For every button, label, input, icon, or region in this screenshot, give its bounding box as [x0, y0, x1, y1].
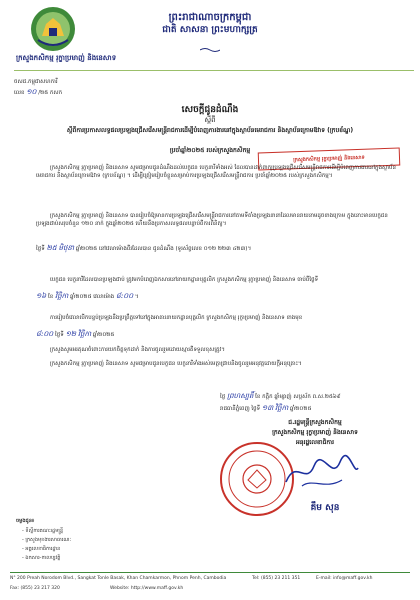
- paragraph-6: ក្រសួងកសិកម្ម រុក្ខាប្រមាញ់ និងនេសាទ សូមជម្រាបជូនបេក្ខជន បេក្ខនារីទាំងអស់មេត្តាជ្រាបនិងចូលរួមអនុវត្តដោយក្ដីអនុគ្រោះ។: [50, 361, 302, 367]
- paragraph-2-date: [36, 244, 396, 253]
- p3-time: ៨:០០: [115, 292, 134, 300]
- greg-label: រាជធានីភ្នំពេញ ថ្ងៃទី: [220, 406, 261, 412]
- p3-month-label: ខែ: [48, 294, 54, 300]
- footer-phone: Tel: (855) 23 211 351: [252, 576, 301, 581]
- number-label: លេខ: [14, 90, 25, 96]
- received-stamp: ក្រសួងកសិកម្ម រុក្ខាប្រមាញ់ និងនេសាទ: [258, 148, 401, 171]
- ministry-seal-logo: [30, 6, 76, 52]
- footer-separator: [10, 572, 410, 573]
- paragraph-2: ក្រសួងកសិកម្ម រុក្ខាប្រមាញ់ និងនេសាទ បានរៀបចំឱ្យមានការប្រឡងជ្រើសរើសមន្ត្រីរាជការនៅតាមទីតាំងប្រឡងនានាដែលមានរាយនាមដូចខាងក្រោម ក្នុងនោះមានបេក្ខជនប្រឡងជាប់សរុបចំនួន ១២០ នាក់ ក្នុងឆ្នាំ២០២៥ ហើយនឹងប្រកាសលទ្ធផលបន្ទាប់ពីការពិនិត្យ។: [36, 213, 388, 227]
- signer-role-3: អនុរដ្ឋលេខាធិការ: [295, 439, 335, 446]
- p2-year: ឆ្នាំ២០២៥: [75, 246, 98, 252]
- lunar-tail: ខែ កត្ដិក ឆ្នាំម្សាញ់ សប្តស័ក ព.ស.២៥៦៩: [255, 394, 341, 400]
- number-value: ១០: [26, 88, 37, 96]
- reference-number: [14, 88, 62, 97]
- p4-month: វិច្ឆិកា: [77, 330, 92, 338]
- signature-date-gregorian: [220, 404, 410, 413]
- reference-label: ចសជ.កម្ពុជាសហការី: [14, 79, 58, 85]
- p2-day-label: ថ្ងៃទី: [36, 246, 45, 252]
- greg-month: វិច្ឆិកា: [274, 404, 289, 412]
- paragraph-1: ក្រសួងកសិកម្ម រុក្ខាប្រមាញ់ និងនេសាទ សូមជម្រាបជូនដំណឹងដល់បេក្ខជន បេក្ខនារីទាំងអស់ ដែលបានដាក់ពាក្យប្រឡងជ្រើសរើសមន្ត្រីរាជការដើម្បីបំពេញការងារនៅក្នុងស្ថាប័នមេរាជការ និងស្ថាប័នក្រោមឱវាទ (ក្របខ័ណ្ឌ) ។ ដើម្បីត្រៀមរៀបចំខ្លួនសម្រាប់ការប្រឡងជ្រើសរើសមន្ត្រីរាជការ ប្រចាំឆ្នាំ២០២៥ របស់ក្រសួងកសិកម្ម។: [36, 165, 396, 179]
- national-motto: ជាតិ សាសនា ព្រះមហាក្សត្រ: [162, 25, 258, 35]
- recipient-item: - ទីស្ដីការគណៈរដ្ឋមន្ត្រី: [22, 528, 64, 534]
- greg-day: ១៣: [261, 404, 274, 412]
- p2-tail: នៅវេលាម៉ោងពីរដែលបាន ជូនដំណឹង (ទូរស័ព្ទលេខ ០១២ ២២៣ ៤២៣)។: [98, 246, 252, 252]
- notice-subject: ស្ដីពីការប្រកាសលទ្ធផលប្រឡងជ្រើសរើសមន្ត្រីរាជការដើម្បីបំពេញការងារនៅក្នុងស្ថាប័នមេរាជការ និងស្ថាប័នក្រោមឱវាទ (ក្របខ័ណ្ឌ): [66, 127, 354, 134]
- p3-time-label: វេលាម៉ោង: [93, 294, 115, 300]
- recipient-item: - ក្រសួងមុខងារសាធារណៈ: [22, 537, 72, 543]
- lunar-label: ថ្ងៃ: [220, 394, 226, 400]
- ornament-divider: [200, 38, 220, 44]
- p3-day: ១៦: [36, 292, 47, 300]
- paragraph-4: ការរៀបចំវេលាបើកបន្ទប់ប្រឡងនឹងប្រព្រឹត្តទៅនៅក្នុងអាគារនាយកដ្ឋានបុគ្គលិក ក្រសួងកសិកម្ម រុក្ខាប្រមាញ់ និងនេសាទ ខាងមុខ: [50, 315, 303, 321]
- notice-title: សេចក្ដីជូនដំណឹង: [181, 105, 239, 115]
- signature-date-lunar: [220, 392, 410, 401]
- signer-role-2: ក្រសួងកសិកម្ម រុក្ខាប្រមាញ់ និងនេសាទ: [272, 429, 358, 436]
- signer-role-1: ជ.រដ្ឋមន្ត្រីក្រសួងកសិកម្ម: [288, 419, 342, 426]
- p4-year: ឆ្នាំ២០២៥: [92, 332, 115, 338]
- paragraph-4-date: [36, 330, 396, 339]
- p2-month: មិថុនា: [58, 244, 75, 252]
- p2-day: ២៥: [46, 244, 57, 252]
- ministry-name: ក្រសួងកសិកម្ម រុក្ខាប្រមាញ់ និងនេសាទ: [16, 54, 117, 62]
- notice-year: ប្រចាំឆ្នាំ២០២៥ របស់ក្រសួងកសិកម្ម: [169, 147, 251, 154]
- p3-month: វិច្ឆិកា: [55, 292, 69, 300]
- p4-day-label: ថ្ងៃទី: [54, 332, 64, 338]
- kingdom-title: ព្រះរាជាណាចក្រកម្ពុជា: [168, 12, 252, 23]
- notice-about: ស្ដីពី: [204, 116, 216, 124]
- footer-website: Website: http://www.maff.gov.kh: [110, 586, 184, 591]
- lunar-day: ព្រហស្បតិ៍: [227, 392, 254, 400]
- recipient-item: - ឯកសារ-កាលប្បវត្តិ: [22, 555, 61, 561]
- greg-year: ឆ្នាំ២០២៥: [290, 406, 312, 412]
- header-separator: [14, 70, 414, 71]
- paragraph-3: បេក្ខជន បេក្ខនារីដែលបានប្រឡងជាប់ ត្រូវមកបំពេញឯកសារនៅនាយកដ្ឋានបុគ្គលិក ក្រសួងកសិកម្ម រុក្ខាប្រមាញ់ និងនេសាទ ចាប់ពីថ្ងៃទី: [50, 277, 319, 283]
- footer-fax: Fax: (855) 23 217 320: [10, 586, 60, 591]
- handwritten-signature: [282, 452, 362, 492]
- footer-address: N° 200 Preah Norodom Blvd., Sangkat Tonle Basak, Khan Chamkarmon, Phnom Penh, Cambodia: [10, 576, 227, 581]
- footer-email: E-mail: info@maff.gov.kh: [316, 576, 373, 581]
- signer-name: គឹម សុន: [310, 503, 340, 513]
- p3-tail: ។: [134, 294, 139, 300]
- p3-year: ឆ្នាំ២០២៥: [70, 294, 92, 300]
- p4-day: ១២: [65, 330, 77, 338]
- number-suffix: /២៥ កសក: [38, 90, 63, 96]
- paragraph-3-date: [36, 292, 396, 301]
- recipient-item: - អគ្គលេខាធិការដ្ឋាន: [22, 546, 61, 552]
- recipients-title: ចម្លងជូន៖: [16, 518, 35, 524]
- paragraph-5: ក្រសួងសូមអរគុណចំពោះការយកចិត្តទុកដាក់ និងការចូលរួមដោយស្មារតីទទួលខុសត្រូវ។: [50, 347, 225, 353]
- p4-time: ៨:០០: [36, 330, 54, 338]
